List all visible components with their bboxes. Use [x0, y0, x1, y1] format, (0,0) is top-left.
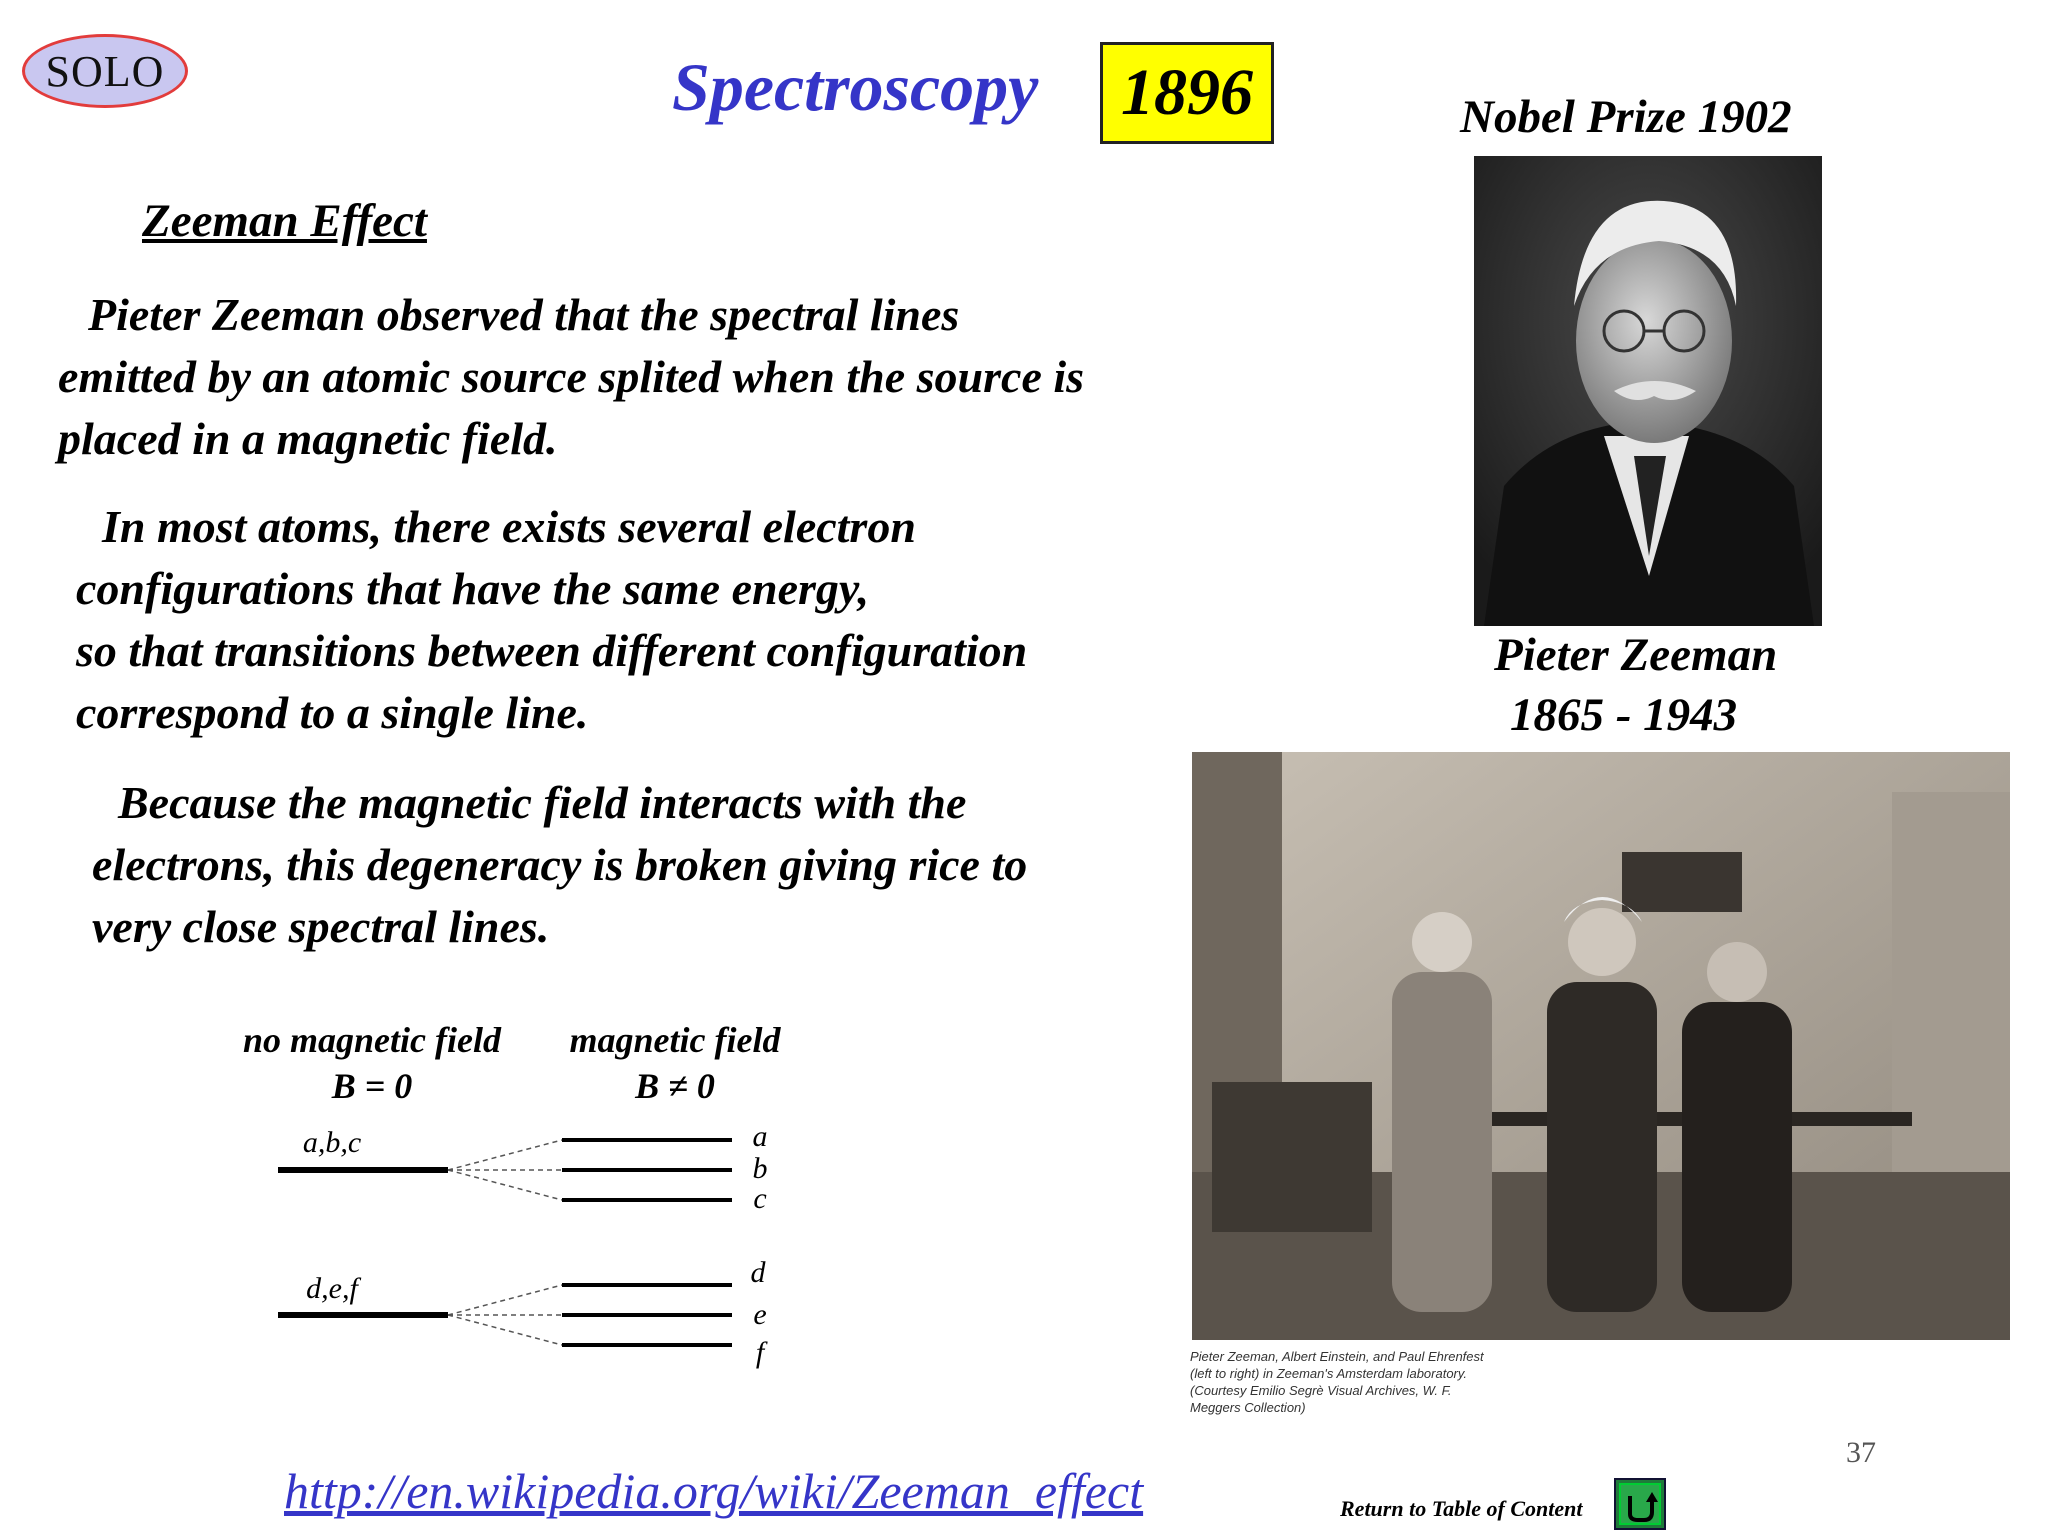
- year-badge: [1100, 42, 1274, 144]
- connector: [448, 1285, 562, 1315]
- paragraph-line: In most atoms, there exists several electron: [102, 501, 916, 552]
- page-number: 37: [1846, 1436, 1876, 1469]
- portrait-years: 1865 - 1943: [1510, 689, 1738, 741]
- connector: [448, 1315, 562, 1345]
- level-e-label: e: [753, 1298, 767, 1331]
- paragraph-line: very close spectral lines.: [92, 901, 550, 952]
- level-b-label: b: [752, 1152, 768, 1185]
- paragraph-line: placed in a magnetic field.: [58, 413, 558, 464]
- zeeman-portrait: [1474, 156, 1822, 626]
- paragraph-line: configurations that have the same energy,: [76, 563, 870, 614]
- return-arrow-icon: [1616, 1480, 1664, 1528]
- paragraph-line: emitted by an atomic source splited when the source is: [58, 351, 1085, 402]
- laboratory-photo: [1192, 752, 2010, 1340]
- photo-caption: Pieter Zeeman, Albert Einstein, and Paul Ehrenfest (left to right) in Zeeman's Amsterdam laboratory. (Courtesy Emilio Segrè Visual Archives, W. F. Meggers Collection): [1190, 1349, 1484, 1415]
- no-field-title: no magnetic field: [243, 1020, 501, 1060]
- return-to-toc-button[interactable]: [1614, 1478, 1666, 1530]
- zeeman-splitting-diagram: [220, 1010, 820, 1380]
- level-c-label: c: [753, 1182, 767, 1215]
- paragraph-line: Because the magnetic field interacts with the: [118, 777, 967, 828]
- level-f-label: f: [755, 1336, 765, 1369]
- field-condition: B ≠ 0: [635, 1066, 715, 1106]
- paragraph-line: electrons, this degeneracy is broken giving rice to: [92, 839, 1028, 890]
- year-text: 1896: [1121, 56, 1253, 129]
- level-a-label: a: [752, 1120, 768, 1153]
- nobel-prize-label: Nobel Prize 1902: [1460, 91, 1792, 143]
- paragraph-observation: [58, 284, 1084, 470]
- level-d-label: d: [750, 1256, 766, 1289]
- connector: [448, 1140, 562, 1170]
- return-to-toc-label: Return to Table of Content: [1340, 1496, 1583, 1521]
- portrait-name: Pieter Zeeman: [1494, 629, 1778, 681]
- field-title: magnetic field: [569, 1020, 781, 1060]
- upper-level-label: a,b,c: [302, 1126, 362, 1159]
- section-heading: Zeeman Effect: [142, 195, 427, 247]
- connector: [448, 1170, 562, 1200]
- solo-logo: [22, 34, 188, 108]
- wikipedia-link[interactable]: http://en.wikipedia.org/wiki/Zeeman_effect: [284, 1463, 1144, 1519]
- paragraph-splitting: [92, 772, 1027, 958]
- slide-title: Spectroscopy: [672, 49, 1039, 125]
- lower-level-label: d,e,f: [306, 1272, 358, 1305]
- paragraph-line: Pieter Zeeman observed that the spectral lines: [88, 289, 960, 340]
- paragraph-line: correspond to a single line.: [76, 687, 589, 738]
- paragraph-degeneracy: [76, 496, 1027, 744]
- logo-text: SOLO: [45, 46, 165, 96]
- paragraph-line: so that transitions between different configuration: [76, 625, 1028, 676]
- no-field-condition: B = 0: [331, 1066, 413, 1106]
